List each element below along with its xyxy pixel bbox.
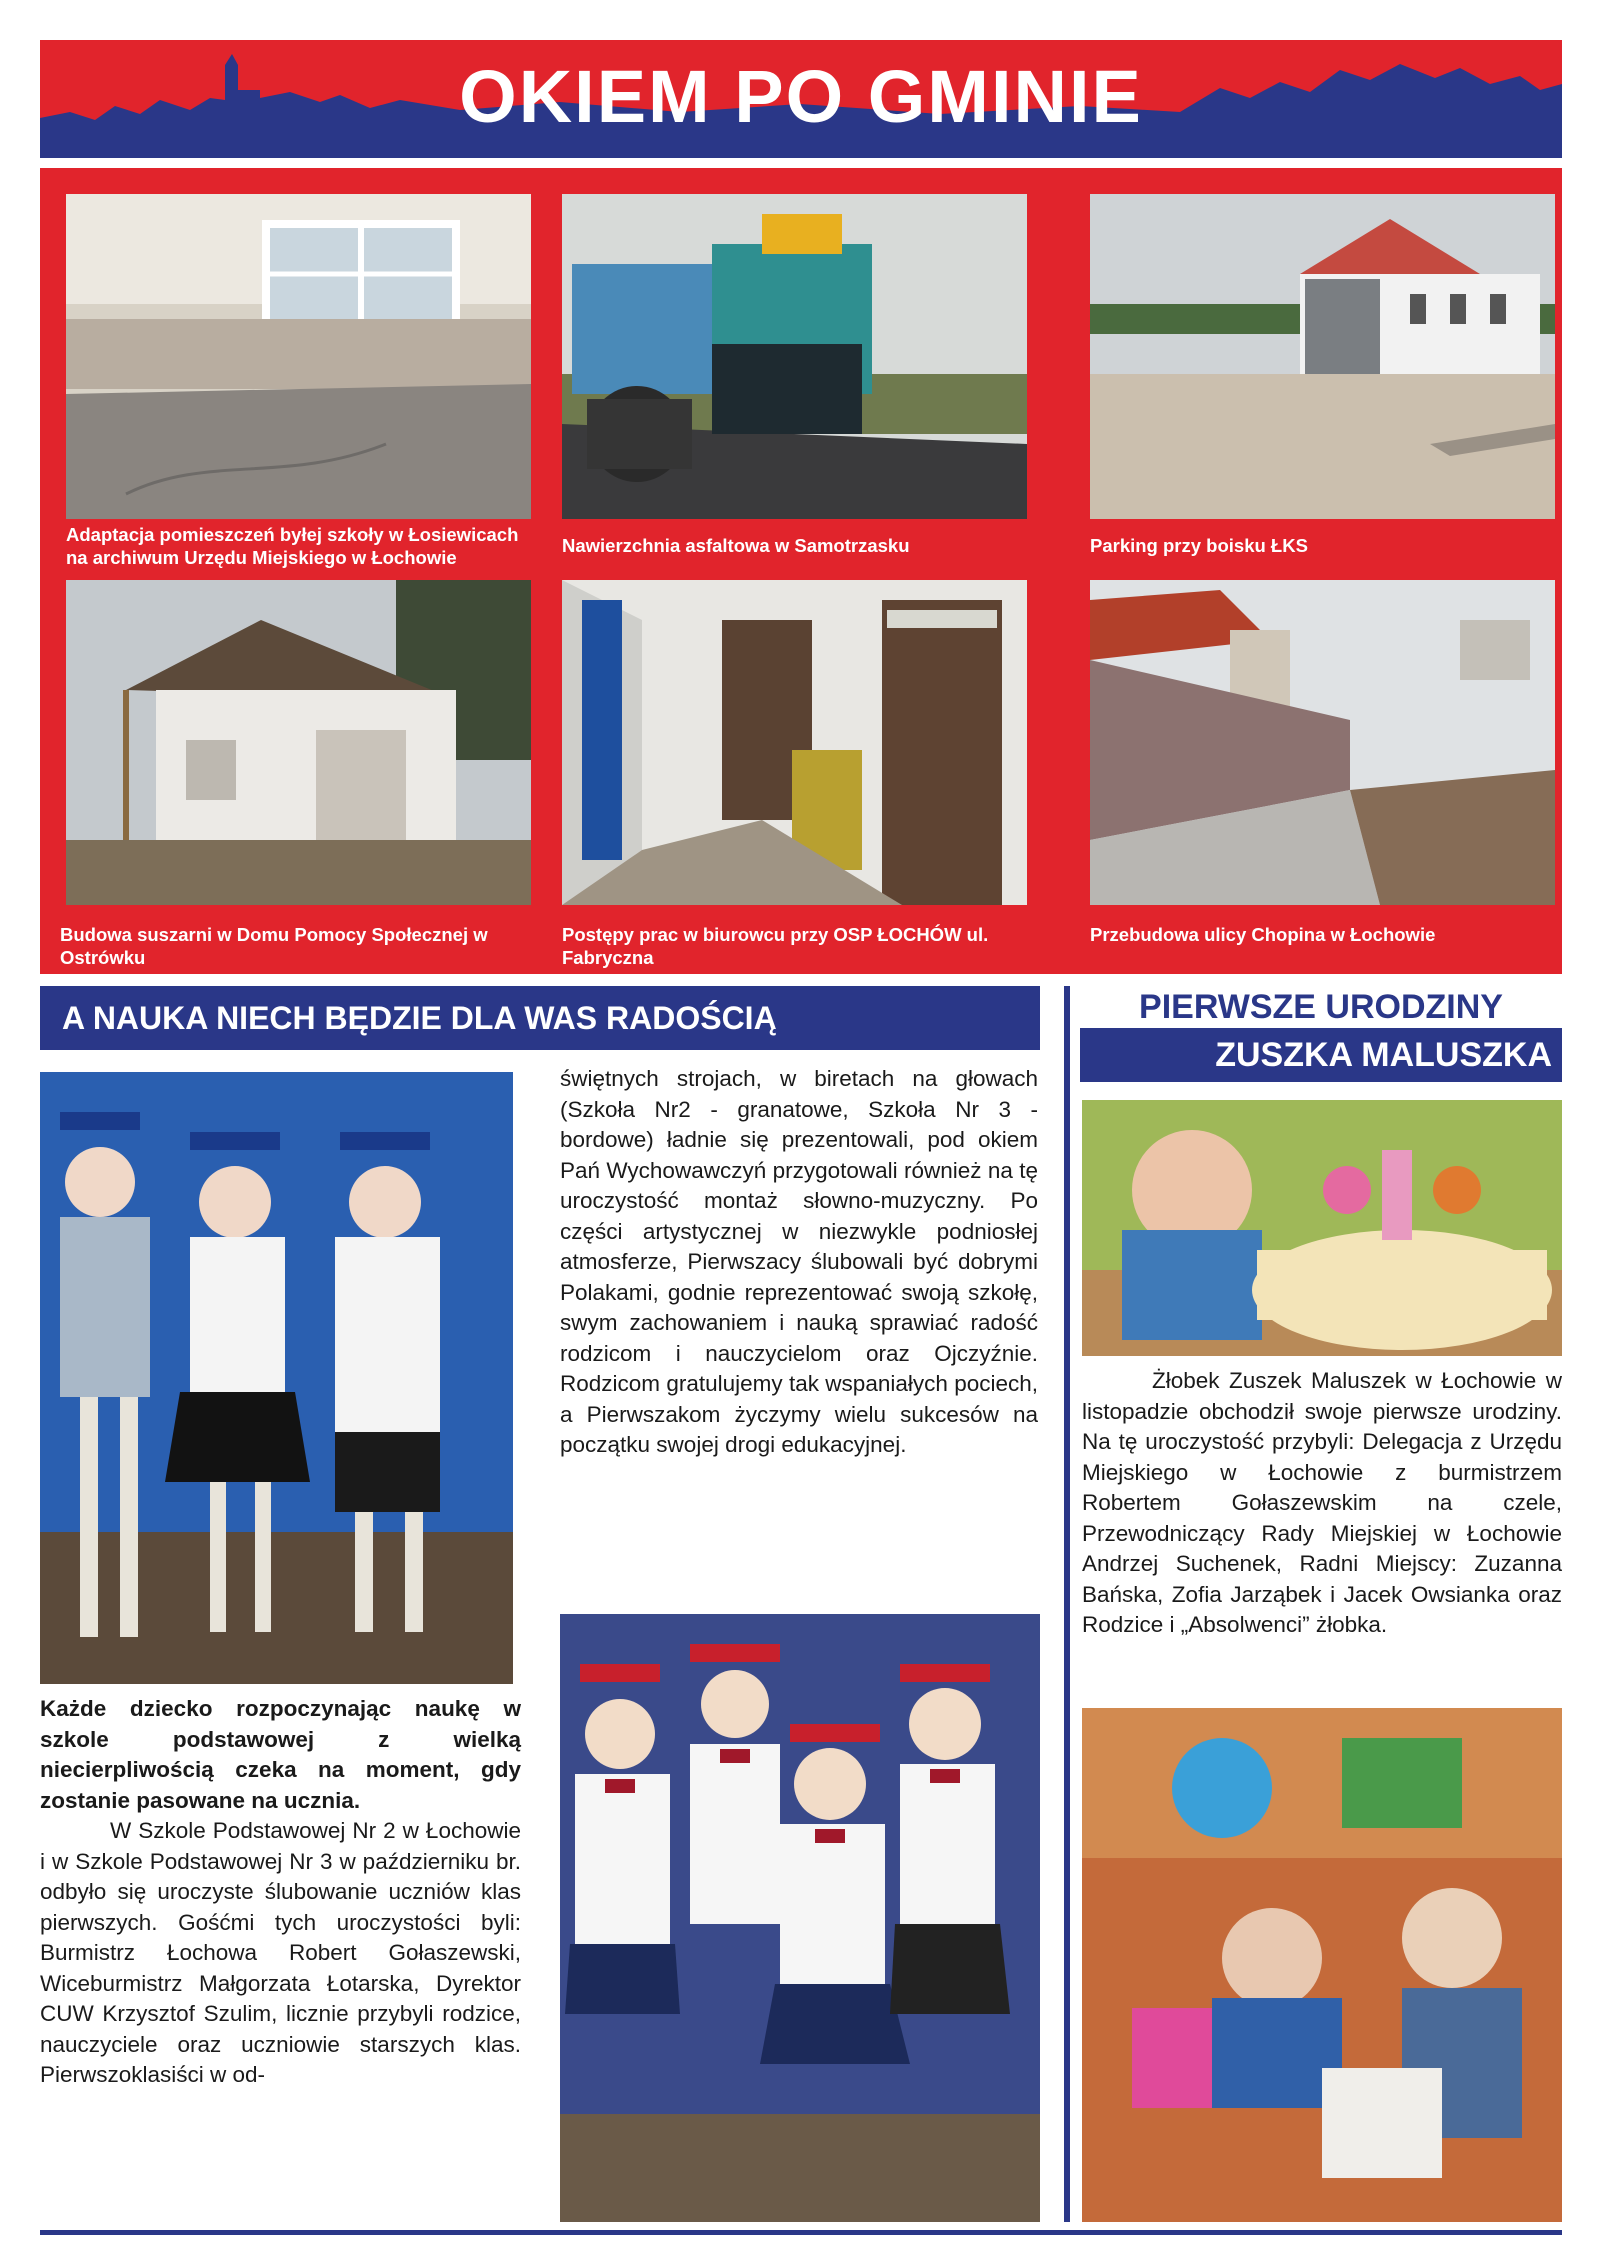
photo-chopina-street: [1090, 580, 1555, 905]
caption-drying-room-construction: Budowa suszarni w Domu Pomocy Społecznej w Ostrówku: [60, 924, 488, 968]
photo-nursery-children: [1082, 1708, 1562, 2222]
photo-first-graders-red: [560, 1614, 1040, 2222]
article-school-heading: A NAUKA NIECH BĘDZIE DLA WAS RADOŚCIĄ: [40, 986, 1040, 1050]
caption-asphalt-road: Nawierzchnia asfaltowa w Samotrzasku: [562, 535, 910, 556]
article-school-body-col2: świętnych strojach, w biretach na głowach (Szkoła Nr2 - granatowe, Szkoła Nr 3 - bordowe) ładnie się prezentowali, pod okiem Pań Wychowawczyń przygotowali również na tę uroczystość montaż słowno-muzyczny. Po części artystycznej w niezwykle podniosłej atmosferze, Pierwszacy ślubowali być dobrymi Polakami, godnie reprezentować swoją szkołę, swym zachowaniem i nauką sprawiać radość rodzicom i nauczycielom oraz Ojczyźnie. Rodzicom gratulujemy tak wspaniałych pociech, a Pierwszakom życzymy wielu sukcesów na początku swojej drogi edukacyjnej.: [560, 1066, 1038, 1457]
article-nursery-body-block: [1082, 1366, 1562, 1641]
photo-first-graders-navy: [40, 1072, 513, 1684]
article-school-body-col1: W Szkole Podstawowej Nr 2 w Łochowie i w Szkole Podstawowej Nr 3 w październiku br. odbyło się uroczyste ślubowanie uczniów klas pierwszych. Gośćmi tych uroczystości byli: Burmistrz Łochowa Robert Gołaszewski, Wiceburmistrz Małgorzata Łotarska, Dyrektor CUW Krzysztof Szulim, licznie przybyli rodzice, nauczyciele oraz uczniowie starszych klas. Pierwszoklasiści w od-: [40, 1818, 521, 2087]
column-divider: [1064, 986, 1070, 2222]
masthead: [40, 40, 1562, 158]
article-nursery-heading-line1: PIERWSZE URODZINY: [1139, 988, 1503, 1026]
article-nursery-heading-line2: ZUSZKA MALUSZKA: [1215, 1036, 1552, 1074]
photo-gallery: [40, 168, 1562, 974]
footer-rule: [40, 2230, 1562, 2235]
photo-birthday-cake: [1082, 1100, 1562, 1356]
photo-parking: [1090, 194, 1555, 519]
article-school-col2: [560, 1064, 1038, 1461]
article-nursery-body: Żłobek Zuszek Maluszek w Łochowie w listopadzie obchodził swoje pierwsze urodziny. Na tę uroczystość przybyli: Delegacja z Urzędu Miejskiego w Łochowie z burmistrzem Robertem Gołaszewskim na czele, Przewodniczący Rady Miejskiej w Łochowie Andrzej Suchenek, Radni Miejscy: Zuzanna Bańska, Zofia Jarząbek i Jacek Owsianka oraz Rodzice i „Absolwenci” żłobka.: [1082, 1368, 1562, 1637]
photo-office-corridor: [562, 580, 1027, 905]
article-school-lead: Każde dziecko rozpoczynając naukę w szkole podstawowej z wielką niecierpliwością czeka na moment, gdy zostanie pasowane na ucznia.: [40, 1696, 521, 1813]
caption-archive-room: Adaptacja pomieszczeń byłej szkoły w Łosiewicach na archiwum Urzędu Miejskiego w Łochowie: [66, 524, 519, 568]
masthead-title: OKIEM PO GMINIE: [459, 55, 1143, 138]
caption-office-corridor: Postępy prac w biurowcu przy OSP ŁOCHÓW ul. Fabryczna: [562, 924, 989, 968]
article-school-col1: [40, 1694, 521, 2091]
photo-drying-room-construction: [66, 580, 531, 905]
photo-asphalt-road: [562, 194, 1027, 519]
caption-chopina-street: Przebudowa ulicy Chopina w Łochowie: [1090, 924, 1436, 945]
photo-archive-room: [66, 194, 531, 519]
caption-parking: Parking przy boisku ŁKS: [1090, 535, 1308, 556]
